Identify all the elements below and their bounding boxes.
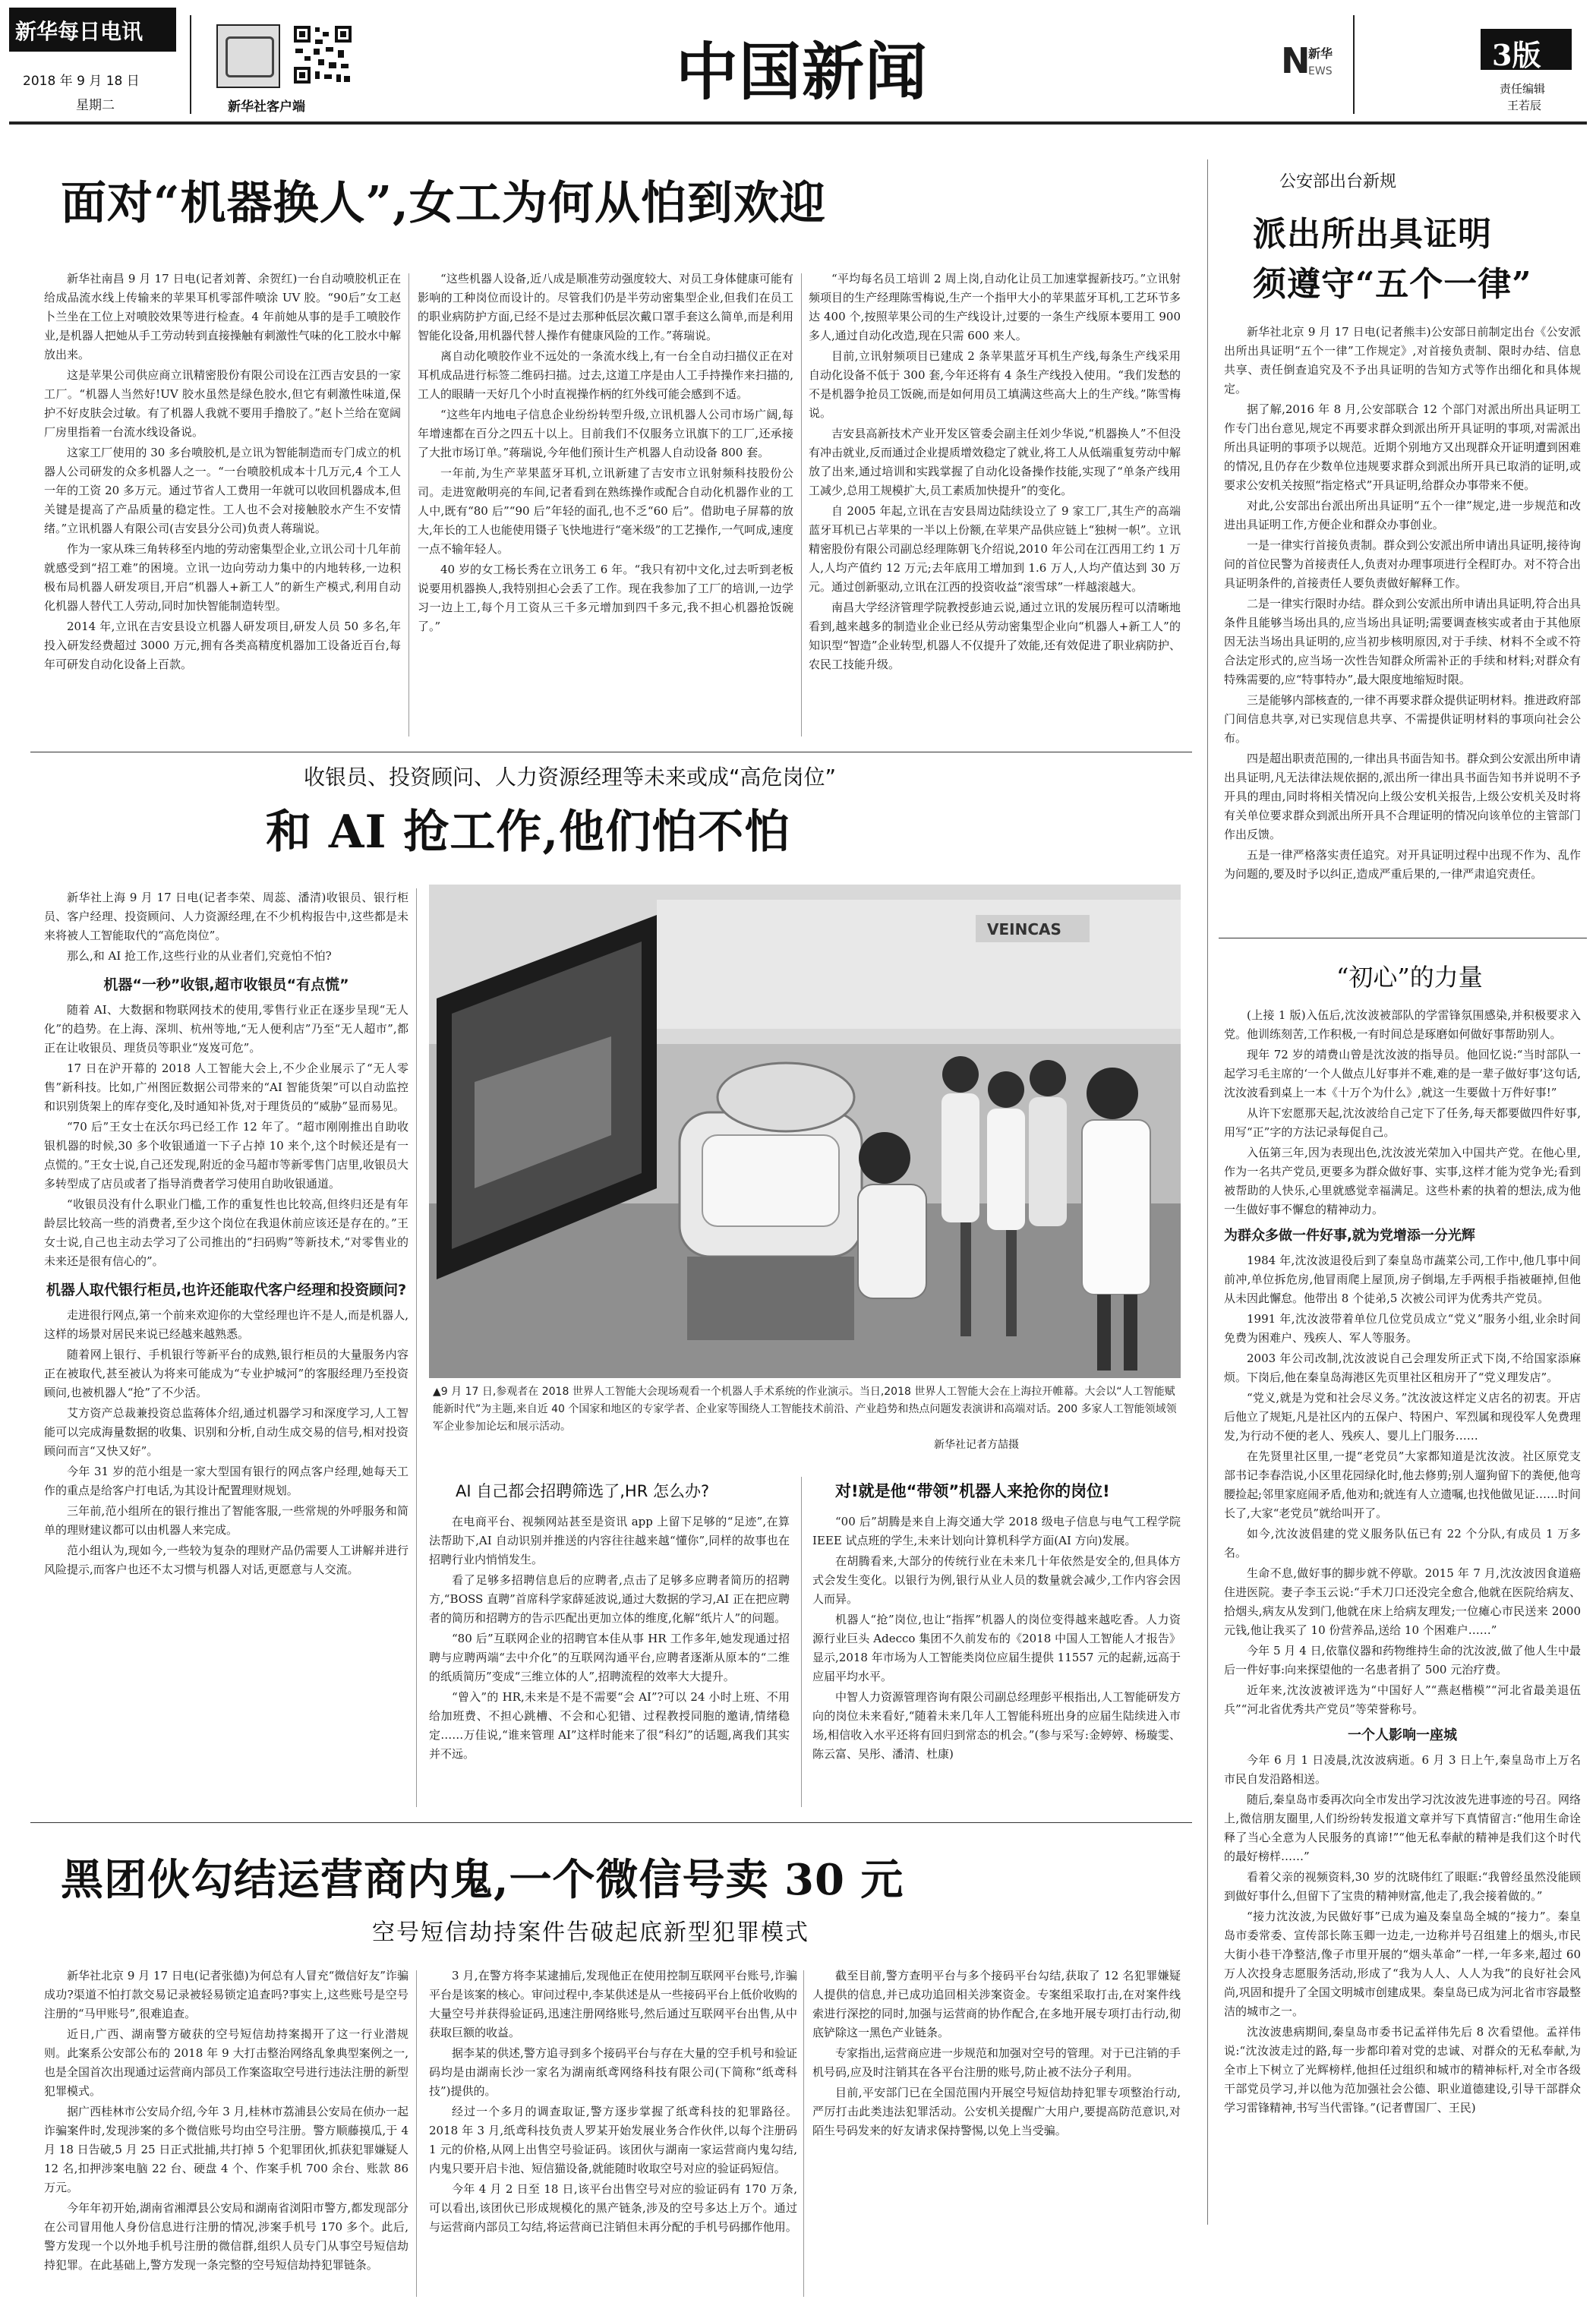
sidebar-paragraph: “党义,就是为党和社会尽义务。”沈汝波这样定义店名的初衷。开店后他立了规矩,凡是社区内的五保户、特困户、军烈属和现役军人免费理发,为行动不便的老人、残疾人、婴儿上门服务……: [1224, 1391, 1581, 1443]
section-title: 中国新闻: [676, 36, 929, 109]
article2-paragraph: 17 日在沪开幕的 2018 人工智能大会上,不少企业展示了“无人零售”新科技。比如,广州图匠数据公司带来的“AI 智能货架”可以自动监控和识别货架上的库存变化,及时通知补货,对于理货员的“威胁”显而易见。: [44, 1061, 408, 1113]
article3-paragraph: 3 月,在警方将李某逮捕后,发现他正在使用控制互联网平台账号,诈骗平台是该案的核心。审问过程中,李某供述是从一些接码平台上低价收购的大量空号并获得验证码,迅速注册网络账号,然后通过互联网平台出售,从中获取巨额的收益。: [429, 1969, 797, 2039]
column-divider: [801, 273, 802, 736]
article1-paragraph: 作为一家从珠三角转移至内地的劳动密集型企业,立讯公司十几年前就感受到“招工难”的困境。立讯一边向劳动力集中的内地转移,一边积极布局机器人研发项目,开启“机器人+新工人”的新生产模式,利用自动化机器人替代工人劳动,同时加快智能制造转型。: [44, 542, 401, 613]
article2-col-2: [429, 1512, 790, 1809]
sidebar-paragraph: 随后,秦皇岛市委再次向全市发出学习沈汝波先进事迹的号召。网络上,微信朋友圈里,人们纷纷转发报道文章并写下真情留言:“他用生命诠释了当心全意为人民服务的真谛!”“他无私奉献的精神是我们这个时代的最好榜样……”: [1224, 1793, 1581, 1863]
sidebar-paragraph: 四是超出职责范围的,一律出具书面告知书。群众到公安派出所申请出具证明,凡无法律法规依据的,派出所一律出具书面告知书并说明不予开具的理由,同时将相关情况向上级公安机关报告,上级公安机关及时将有关单位要求群众到派出所开具不合理证明的情况向该单位的主管部门作出反馈。: [1224, 752, 1581, 841]
sidebar-paragraph: 在先贤里社区里,一提“老党员”大家都知道是沈汝波。社区原党支部书记李春浩说,小区里花园绿化时,他去修剪;别人遛狗留下的粪便,他弯腰捡起;邻里家庭闹矛盾,他劝和;就连有人立遗嘱,也找他做见证……时间长了,大家“老党员”就给叫开了。: [1224, 1449, 1581, 1520]
article2-subheading-3: AI 自己都会招聘筛选了,HR 怎么办?: [456, 1482, 710, 1500]
article3-paragraph: 经过一个多月的调查取证,警方逐步掌握了纸鸢科技的犯罪路径。2018 年 3 月,纸鸢科技负责人罗某开始发展业务合作伙伴,以每个注册码 1 元的价格,从网上出售空号验证码。该团伙与湖南一家运营商内鬼勾结,内鬼只要开启卡池、短信猫设备,就能随时收取空号对应的验证码短信。: [429, 2105, 797, 2175]
article3-paragraph: 新华社北京 9 月 17 日电(记者张德)为何总有人冒充“微信好友”诈骗成功?渠道不怕打款交易记录被轻易锁定追查吗?事实上,这些账号是空号注册的“马甲账号”,很难追查。: [44, 1969, 408, 2020]
client-logo: [216, 24, 280, 88]
logo-divider: [1353, 15, 1355, 114]
sidebar-paragraph: 近年来,沈汝波被评选为“中国好人”“燕赵楷模”“河北省最美退伍兵”“河北省优秀共产党员”等荣誉称号。: [1224, 1683, 1581, 1716]
photo-credit: 新华社记者方喆摄: [934, 1439, 1019, 1451]
sidebar-paragraph: 今年 5 月 4 日,依靠仪器和药物维持生命的沈汝波,做了他人生中最后一件好事:向来探望他的一名患者捐了 500 元治疗费。: [1224, 1644, 1581, 1676]
svg-text:新华: 新华: [1308, 46, 1333, 61]
sidebar-paragraph: 如今,沈汝波倡建的党义服务队伍已有 22 个分队,有成员 1 万多名。: [1224, 1527, 1581, 1560]
column-divider: [416, 1970, 417, 2297]
article3-col-3: [812, 1967, 1181, 2301]
editor-name: 王若辰: [1507, 99, 1542, 112]
article2-paragraph: 机器人“抢”岗位,也让“指挥”机器人的岗位变得越来越吃香。人力资源行业巨头 Adecco 集团不久前发布的《2018 中国人工智能人才报告》显示,2018 年市场为人工智能类岗位应届生提供 11557 元的起薪,远高于应届平均水平。: [812, 1613, 1181, 1683]
article2-paragraph: 范小组认为,现如今,一些较为复杂的理财产品仍需要人工讲解并进行风险提示,而客户也还不太习惯与机器人对话,更愿意与人交流。: [44, 1544, 408, 1576]
article2-paragraph: “收银员没有什么职业门槛,工作的重复性也比较高,但终归还是有年龄层比较高一些的消费者,至少这个岗位在我退休前应该还是存在的。”王女士说,自己也主动去学习了公司推出的“扫码购”等新技术,“对零售业的未来还是很有信心的”。: [44, 1197, 408, 1268]
sidebar-paragraph: 现年 72 岁的靖费山曾是沈汝波的指导员。他回忆说:“当时部队一起学习毛主席的‘一个人做点儿好事并不难,难的是一辈子做好事’这句话,沈汝波看到桌上一本《十万个为什么》,就这一生要做十万件好事!”: [1224, 1048, 1581, 1099]
sidebar-divider: [1207, 159, 1208, 2225]
article2-paragraph: “80 后”互联网企业的招聘官本佳从事 HR 工作多年,她发现通过招聘与应聘两端“去中介化”的互联网沟通平台,应聘者逐渐从原本的“二维的纸质简历”变成“三维立体的人”,招聘流程的效率大大提升。: [429, 1632, 790, 1683]
article1-paragraph: 这是苹果公司供应商立讯精密股份有限公司设在江西吉安县的一家工厂。“机器人当然好!UV 胶水虽然是绿色胶水,但它有刺激性味道,保护不好皮肤会过敏。有了机器人我就不要用手撸胶了。”赵卜兰给在宽阔厂房里指着一台流水线设备说。: [44, 368, 401, 439]
article2-paragraph: 随着 AI、大数据和物联网技术的使用,零售行业正在逐步呈现“无人化”的趋势。在上海、深圳、杭州等地,“无人便利店”乃至“无人超市”,都正在让收银员、理货员等职业“岌岌可危”。: [44, 1003, 408, 1055]
article1-title: 面对“机器换人”,女工为何从怕到欢迎: [61, 177, 826, 230]
article2-col-3: [812, 1512, 1181, 1809]
article2-paragraph: 随着网上银行、手机银行等新平台的成熟,银行柜员的大量服务内容正在被取代,甚至被认为将来可能成为“专业护城河”的客服经理乃至投资顾问,也被机器人“抢”了不少活。: [44, 1348, 408, 1399]
robot-surgery-photo: [429, 885, 1181, 1378]
sidebar-paragraph: 三是能够内部核查的,一律不再要求群众提供证明材料。推进政府部门间信息共享,对已实现信息共享、不需提供证明材料的事项向社会公布。: [1224, 693, 1581, 745]
article1-paragraph: 2014 年,立讯在吉安县设立机器人研发项目,研发人员 50 多名,年投入研发经费超过 3000 万元,拥有各类高精度机器加工设备近百台,每年可研发自动化设备上百款。: [44, 620, 401, 671]
sidebar-paragraph: 五是一律严格落实责任追究。对开具证明过程中出现不作为、乱作为问题的,要及时予以纠正,造成严重后果的,一律严肃追究责任。: [1224, 848, 1581, 881]
article2-paragraph: 三年前,范小组所在的银行推出了智能客服,一些常规的外呼服务和简单的理财建议都可以由机器人来完成。: [44, 1504, 408, 1537]
article3-title: 黑团伙勾结运营商内鬼,一个微信号卖 30 元: [61, 1855, 904, 1905]
article1-paragraph: 南昌大学经济管理学院教授彭迪云说,通过立讯的发展历程可以清晰地看到,越来越多的制造业企业已经从劳动密集型企业向“机器人+新工人”的知识型“智造”企业转型,机器人不仅提升了效能,还有效促进了职业病防护、农民工技能升级。: [809, 601, 1181, 671]
column-divider: [416, 888, 417, 1807]
sidebar-paragraph: 入伍第三年,因为表现出色,沈汝波光荣加入中国共产党。在他心里,作为一名共产党员,更要多为群众做好事、实事,这样才能为党争光;看到被帮助的人快乐,心里就感觉幸福满足。这些朴素的执着的想法,成为他一生做好事不懈怠的精神动力。: [1224, 1146, 1581, 1216]
article1-col-1: [44, 270, 401, 740]
article1-paragraph: 目前,立讯射频项目已建成 2 条苹果蓝牙耳机生产线,每条生产线采用自动化设备不低于 300 套,今年还将有 4 条生产线投入使用。“我们发愁的不是机器争抢员工饭碗,而是如何用员工填满这些高大上的生产线。”陈雪梅说。: [809, 349, 1181, 420]
news-logo: [1279, 36, 1344, 82]
article2-kicker: 收银员、投资顾问、人力资源经理等未来或成“高危岗位”: [304, 765, 837, 790]
article1-paragraph: “这些机器人设备,近八成是顺准劳动强度较大、对员工身体健康可能有影响的工种岗位而设计的。尽管我们仍是半劳动密集型企业,但我们在员工的职业病防护方面,已经不是过去那种低层次戴口罩手套这么简单,而是利用智能化设备,用机器代替人操作有健康风险的工作。”蒋瑞说。: [418, 272, 793, 342]
sidebar-paragraph: 今年 6 月 1 日凌晨,沈汝波病逝。6 月 3 日上午,秦皇岛市上万名市民自发沿路相送。: [1224, 1753, 1581, 1786]
article2-paragraph: 今年 31 岁的范小组是一家大型国有银行的网点客户经理,她每天工作的重点是给客户打电话,为其设计配置理财规划。: [44, 1465, 408, 1497]
masthead-date: 2018 年 9 月 18 日: [23, 74, 140, 89]
article3-paragraph: 今年 4 月 2 日至 18 日,该平台出售空号对应的验证码有 170 万条,可以看出,该团伙已形成规模化的黑产链条,涉及的空号多达上万个。通过与运营商内部员工勾结,将运营商已注销但未再分配的手机号码挪作他用。: [429, 2182, 797, 2234]
article1-paragraph: “这些年内地电子信息企业纷纷转型升级,立讯机器人公司市场广阔,每年增速都在百分之四五十以上。目前我们不仅服务立讯旗下的工厂,还承接了大批市场订单。”蒋瑞说,今年他们预计生产机器人自动设备 800 套。: [418, 408, 793, 459]
masthead-rule: [9, 121, 1587, 125]
article2-col-1: [44, 888, 408, 1815]
column-divider: [803, 1970, 804, 2297]
sidebar-paragraph: 新华社北京 9 月 17 日电(记者熊丰)公安部日前制定出台《公安派出所出具证明“五个一律”工作规定》,对首接负责制、限时办结、信息共享、责任倒查追究及不予出具证明的告知方式等作出细化和具体规定。: [1224, 325, 1581, 396]
article2-title: 和 AI 抢工作,他们怕不怕: [266, 806, 791, 859]
article3-subtitle: 空号短信劫持案件告破起底新型犯罪模式: [372, 1919, 809, 1946]
page-number: 3版: [1492, 38, 1541, 72]
article3-col-2: [429, 1967, 797, 2301]
article2-paragraph: 艾方资产总裁兼投资总监蒋体介绍,通过机器学习和深度学习,人工智能可以完成海量数据的收集、识别和分析,自动生成交易的信号,相对投资顾问而言“又快又好”。: [44, 1406, 408, 1458]
article3-paragraph: 近日,广西、湖南警方破获的空号短信劫持案揭开了这一行业潜规则。此案系公安部公布的 2018 年 9 大打击整治网络乱象典型案例之一,也是全国首次出现通过运营商内部员工作案盗取空号进行违法注册的新型犯罪模式。: [44, 2027, 408, 2098]
article2-bottom-rule: [30, 1822, 1192, 1823]
article1-paragraph: 自 2005 年起,立讯在吉安县周边陆续设立了 9 家工厂,其生产的高端蓝牙耳机已占苹果的一半以上份额,在苹果产品供应链上“独树一帜”。立讯精密股份有限公司副总经理陈朝飞介绍说,2010 年公司在江西用工约 1 万人,人均产值约 12 万元;去年底用工增加到 1.6 万人,人均产值达到 30 万元。通过创新驱动,立讯在江西的投资收益“滚雪球”一样越滚越大。: [809, 504, 1181, 594]
sidebar-paragraph: “接力沈汝波,为民做好事”已成为遍及秦皇岛全城的“接力”。秦皇岛市委常委、宣传部长陈玉卿一边走,一边称并号召组建上的烟头,市民大街小巷干净整洁,像子市里开展的“烟头革命”一样,一年多来,超过 60 万人次投身志愿服务活动,形成了“我为人人、人人为我”的良好社会风尚,巩固和提升了全国文明城市创建成果。秦皇岛已成为河北省市容最整洁的城市之一。: [1224, 1910, 1581, 2018]
client-label: 新华社客户端: [228, 99, 305, 115]
sidebar-subheading: 一个人影响一座城: [1348, 1727, 1457, 1743]
article2-paragraph: 在电商平台、视频网站甚至是资讯 app 上留下足够的“足迹”,在算法帮助下,AI 自动识别并推送的内容往往越来越“懂你”,同样的故事也在招聘行业内悄悄发生。: [429, 1515, 790, 1566]
sidebar-col-top: [1224, 323, 1581, 926]
article3-col-1: [44, 1967, 408, 2301]
qr-code-icon: [292, 24, 353, 85]
article1-paragraph: 新华社南昌 9 月 17 日电(记者刘菁、余贺红)一台自动喷胶机正在给成品流水线上传输来的苹果耳机零部件喷涂 UV 胶。“90后”女工赵卜兰坐在工位上对喷胶效果等进行检查。4 年前她从事的是手工喷胶作业,是机器人把她从手工劳动转到直接操触有刺激性气味的化工胶水中解放出来。: [44, 272, 401, 361]
article3-paragraph: 目前,平安部门已在全国范围内开展空号短信劫持犯罪专项整治行动,严厉打击此类违法犯罪活动。公安机关提醒广大用户,要提高防范意识,对陌生号码发来的好友请求保持警惕,以免上当受骗。: [812, 2086, 1181, 2137]
sidebar-title-line-1: 派出所出具证明: [1253, 215, 1492, 254]
sidebar-paragraph: 生命不息,做好事的脚步就不停歇。2015 年 7 月,沈汝波因食道癌住进医院。妻子李玉云说:“手术刀口还没完全愈合,他就在医院给病友、拾烟头,病友从发到门,他就在床上给病友理发;一位瘫心市民送来 2000 元钱,他让我买了 10 份营养品,送给 10 个困难户……”: [1224, 1566, 1581, 1637]
sidebar-paragraph: 从许下宏愿那天起,沈汝波给自己定下了任务,每天都要做四件好事,用写“正”字的方法记录每促自己。: [1224, 1106, 1581, 1139]
column-divider: [801, 1477, 802, 1807]
article3-paragraph: 专家指出,运营商应进一步规范和加强对空号的管理。对于已注销的手机号码,应及时注销其在各平台注册的账号,防止被不法分子利用。: [812, 2046, 1181, 2079]
article1-col-3: [809, 270, 1181, 740]
article2-paragraph: “曾入”的 HR,未来是不是不需要“会 AI”?可以 24 小时上班、不用给加班费、不担心跳槽、不会和心犯错、过程教授同胞的邀请,情绪稳定……万佳说,“谁来管理 AI”这样时能来了很“科幻”的话题,离我们其实并不远。: [429, 1690, 790, 1761]
article3-paragraph: 据李某的供述,警方追寻到多个接码平台与存在大量的空手机号和验证码均是由湖南长沙一家名为湖南纸鸢网络科技有限公司(下简称“纸鸢科技”)提供的。: [429, 2046, 797, 2098]
article1-paragraph: 40 岁的女工杨长秀在立讯务工 6 年。“我只有初中文化,过去听到老板说要用机器换人,我特别担心会丢了工作。现在我参加了工厂的培训,一边学习一边上工,每个月工资从三千多元增加到四千多元,我不担心机器抢饭碗了。”: [418, 563, 793, 633]
masthead-weekday: 星期二: [76, 98, 115, 113]
sidebar-paragraph: 看着父亲的视频资料,30 岁的沈晓伟红了眼眶:“我曾经虽然没能顾到做好事什么,但留下了宝贵的精神财富,他走了,我会接着做的。”: [1224, 1870, 1581, 1903]
article1-paragraph: 离自动化喷胶作业不远处的一条流水线上,有一台全自动扫描仪正在对耳机成品进行标签二维码扫描。过去,这道工序是由人工手持操作来扫描的,工人的眼睛一天好几个小时直视操作柄的红外线可能会感到不适。: [418, 349, 793, 401]
sidebar-col-bottom: [1224, 1006, 1581, 2301]
editor-label: 责任编辑: [1500, 82, 1546, 96]
article3-paragraph: 今年年初开始,湖南省湘潭县公安局和湖南省浏阳市警方,都发现部分在公司冒用他人身份信息进行注册的情况,涉案手机号 170 多个。此后,警方发现一个以外地手机号注册的微信群,组织人员专门从事空号短信劫持犯罪。在此基础上,警方发现一条完整的空号短信劫持犯罪链条。: [44, 2201, 408, 2272]
article1-paragraph: “平均每名员工培训 2 周上岗,自动化让员工加速掌握新技巧。”立讯射频项目的生产经理陈雪梅说,生产一个指甲大小的苹果蓝牙耳机,工艺环节多达 400 个,按照苹果公司的生产线设计,过要的一条生产线原本要用工 900 多人,通过自动化改造,现在只需 600 来人。: [809, 272, 1181, 342]
article2-paragraph: “00 后”胡腾是来自上海交通大学 2018 级电子信息与电气工程学院 IEEE 试点班的学生,未来计划向计算机科学方面(AI 方向)发展。: [812, 1515, 1181, 1547]
article2-paragraph: 看了足够多招聘信息后的应聘者,点击了足够多应聘者简历的招聘方,“BOSS 直聘”首席科学家薛延波说,通过大数据的学习,AI 正在把应聘者的简历和招聘方的告示匹配出更加立体的维度,化解“纸片人”的问题。: [429, 1573, 790, 1625]
photo-caption: ▲9 月 17 日,参观者在 2018 世界人工智能大会现场观看一个机器人手术系统的作业演示。当日,2018 世界人工智能大会在上海拉开帷幕。大会以“人工智能赋能新时代”为主题,来自近 40 个国家和地区的专家学者、企业家等围绕人工智能技术前沿、产业趋势和热点问题发表演讲和高端对话。200 多家人工智能领域领军企业参加论坛和展示活动。: [433, 1386, 1177, 1433]
booth-sign: VEINCAS: [987, 920, 1061, 938]
sidebar-paragraph: (上接 1 版)入伍后,沈汝波被部队的学雷锋氛围感染,并积极要求入党。他训练刻苦,工作积极,一有时间总是琢磨如何做好事帮助别人。: [1224, 1008, 1581, 1041]
article2-paragraph: “70 后”王女士在沃尔玛已经工作 12 年了。“超市刚刚推出自助收银机器的时候,30 多个收银通道一下子占掉 10 来个,这个时候还是有一点慌的。”王女士说,自己还发现,附近的金马超市等新零售门店里,收银员大多转型成了店员或者了指导消费者学习使用自助收银通道。: [44, 1120, 408, 1191]
article2-paragraph: 新华社上海 9 月 17 日电(记者李荣、周蕊、潘清)收银员、银行柜员、客户经理、投资顾问、人力资源经理,在不少机构报告中,这些都是未来将被人工智能取代的“高危岗位”。: [44, 891, 408, 942]
sidebar-paragraph: 对此,公安部出台派出所出具证明“五个一律”规定,进一步规范和改进出具证明工作,方便企业和群众办事创业。: [1224, 499, 1581, 531]
sidebar-paragraph: 沈汝波患病期间,秦皇岛市委书记孟祥伟先后 8 次看望他。孟祥伟说:“沈汝波走过的路,每一步都印着对党的忠诚、对群众的无私奉献,为全市上下树立了光辉榜样,他担任过组织和城市的精神标杆,对全市各级干部党员学习,并以他为范加强社会公德、职业道德建设,引导干部群众学习雷锋精神,书写当代雷锋。”(记者曹国厂、王民): [1224, 2025, 1581, 2115]
sidebar-paragraph: 一是一律实行首接负责制。群众到公安派出所申请出具证明,接待询问的首位民警为首接责任人,负责对办理事项进行全程盯办。对不符合出具证明条件的,首接责任人要负责做好解释工作。: [1224, 538, 1581, 590]
svg-text:N: N: [1281, 40, 1311, 81]
article3-paragraph: 截至目前,警方查明平台与多个接码平台勾结,获取了 12 名犯罪嫌疑人提供的信息,并已成功追回相关涉案资金。专案组采取打击,在对案件线索进行深挖的同时,加强与运营商的协作配合,在多地开展专项打击行动,彻底铲除这一黑色产业链条。: [812, 1969, 1181, 2039]
article3-paragraph: 据广西桂林市公安局介绍,今年 3 月,桂林市荔浦县公安局在侦办一起诈骗案件时,发现涉案的多个微信账号均由空号注册。警方顺藤摸瓜,于 4 月 18 日告破,5 月 25 日正式批捕,共打掉 5 个犯罪团伙,抓获犯罪嫌疑人 12 名,扣押涉案电脑 22 台、硬盘 4 个、作案手机 700 余台、账款 86 万元。: [44, 2105, 408, 2194]
article1-col-2: [418, 270, 793, 740]
column-divider: [408, 273, 409, 736]
masthead-brand: 新华每日电讯: [15, 19, 144, 44]
article1-paragraph: 这家工厂使用的 30 多台喷胶机,是立讯为智能制造而专门成立的机器人公司研发的众多机器人之一。“一台喷胶机成本十几万元,4 个工人一年的工资 20 多万元。通过节省人工费用一年就可以收回机器成本,但关键是提高了产品质量的稳定性。工人也不会对接触胶水产生不安情绪。”立讯机器人有限公司(吉安县分公司)负责人蒋瑞说。: [44, 446, 401, 535]
sidebar-paragraph: 二是一律实行限时办结。群众到公安派出所申请出具证明,符合出具条件且能够当场出具的,应当场出具证明;需要调查核实或者由于其他原因无法当场出具证明的,应当初步核明原因,对于手续、材料不全或不符合法定形式的,应当场一次性告知群众所需补正的手续和材料;对群众有特殊需要的,应“特事特办”,最大限度地缩短时限。: [1224, 597, 1581, 686]
sidebar-subtitle: “初心”的力量: [1336, 963, 1483, 992]
article2-subheading: 机器“一秒”收银,超市收银员“有点慌”: [103, 976, 349, 993]
masthead-divider: [190, 15, 191, 114]
sidebar-paragraph: 2003 年公司改制,沈汝波说自己会理发所正式下岗,不给国家添麻烦。下岗后,他在秦皇岛海港区先页里社区租房开了“党义理发店”。: [1224, 1352, 1581, 1384]
sidebar-kicker: 公安部出台新规: [1279, 172, 1397, 191]
article1-paragraph: 一年前,为生产苹果蓝牙耳机,立讯新建了吉安市立讯射频科技股份公司。走进宽敞明亮的车间,记者看到在熟练操作或配合自动化机器作业的工人中,既有“80 后”“90 后”年轻的面孔,也不乏“60 后”。借助电子屏幕的放大,年长的工人也能使用镊子飞快地进行“毫米级”的工艺操作,一气呵成,速度一点不输年轻人。: [418, 466, 793, 556]
sidebar-subheading: 为群众多做一件好事,就为党增添一分光辉: [1224, 1228, 1475, 1244]
article2-paragraph: 中智人力资源管理咨询有限公司副总经理彭平根指出,人工智能研发方向的岗位未来看好,“随着未来几年人工智能科班出身的应届生陆续进入市场,相信收入水平还将有回归到常态的机会。”(参与采写:金婷婷、杨璇雯、陈云富、吴彤、潘清、杜康): [812, 1690, 1181, 1761]
article2-paragraph: 走进很行网点,第一个前来欢迎你的大堂经理也许不是人,而是机器人,这样的场景对居民来说已经越来越熟悉。: [44, 1308, 408, 1341]
sidebar-paragraph: 据了解,2016 年 8 月,公安部联合 12 个部门对派出所出具证明工作专门出台意见,规定不再要求群众到派出所开具证明的事项,对需派出所出具证明的事项予以规范。近期个别地方又出现群众开证明遭到困难的情况,且仍存在少数单位违规要求群众到派出所开具已取消的证明,或要求公安机关按照“指定格式”开具证明,给群众办事带来不便。: [1224, 402, 1581, 492]
article2-subheading-4: 对!就是他“带领”机器人来抢你的岗位!: [835, 1482, 1110, 1500]
sidebar-title-line-2: 须遵守“五个一律”: [1253, 265, 1532, 304]
svg-text:EWS: EWS: [1308, 65, 1333, 77]
sidebar-paragraph: 1991 年,沈汝波带着单位几位党员成立“党义”服务小组,业余时间免费为困难户、残疾人、军人等服务。: [1224, 1312, 1581, 1345]
sidebar-paragraph: 1984 年,沈汝波退役后到了秦皇岛市蔬菜公司,工作中,他几事中间前冲,单位拆危房,他冒雨爬上屋顶,房子倒塌,左手两根手指被砸掉,但他从未因此懈怠。他带出 8 个徒弟,5 次被公司评为优秀共产党员。: [1224, 1254, 1581, 1305]
article2-paragraph: 那么,和 AI 抢工作,这些行业的从业者们,究竟怕不怕?: [67, 949, 332, 963]
article2-paragraph: 在胡腾看来,大部分的传统行业在未来几十年依然是安全的,但具体方式会发生变化。以银行为例,银行从业人员的数量就会减少,工作内容会因人而异。: [812, 1554, 1181, 1606]
article2-subheading: 机器人取代银行柜员,也许还能取代客户经理和投资顾问?: [46, 1282, 407, 1298]
article1-paragraph: 吉安县高新技术产业开发区管委会副主任刘少华说,“机器换人”不但没有冲击就业,反而通过企业提质增效稳定了就业,将工人从低端重复劳动中解放了出来,通过培训和实践掌握了自动化设备操作技能,实现了“单条产线用工减少,总用工规模扩大,员工素质加快提升”的变化。: [809, 427, 1181, 497]
